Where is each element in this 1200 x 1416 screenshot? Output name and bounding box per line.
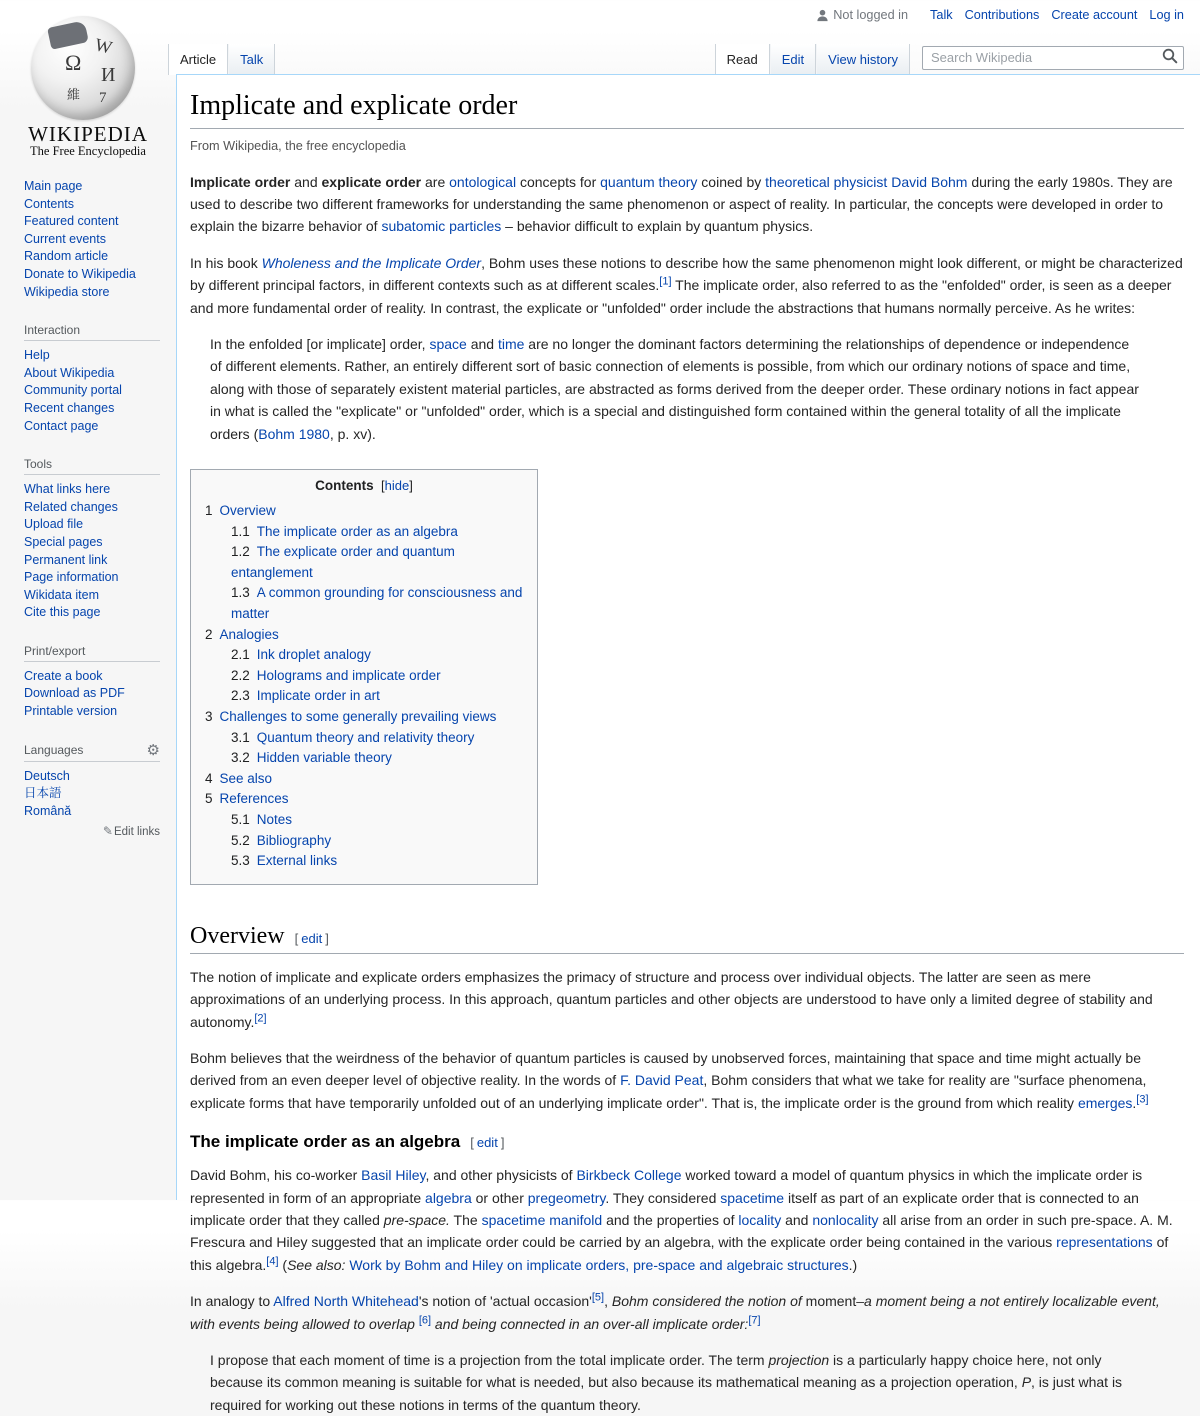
login-status-text: Not logged in: [833, 8, 908, 22]
logo-tagline: The Free Encyclopedia: [0, 144, 176, 159]
toc-list: [205, 501, 523, 872]
login-status: [816, 8, 908, 22]
intro-paragraph-2: In his book Wholeness and the Implicate Order, Bohm uses these notions to describe how the same phenomenon might look different, or might be characterized by different principal factors, in different contexts such as at different scales.[1] The implicate order, also referred to as the "enfolded" order, is seen as a deeper and more fundamental order of reality. In contrast, the explicate or "unfolded" order include the abstractions that humans normally perceive. As he writes:: [190, 252, 1184, 319]
logo-wordmark: WIKIPEDIA: [0, 122, 176, 147]
search-icon[interactable]: [1160, 48, 1180, 68]
toc-item-the-explicate-order-and-quantum-entanglement: [205, 542, 523, 583]
toc-item-see-also: [205, 769, 523, 790]
toc-item-external-links: [205, 851, 523, 872]
sidebar-section-title: Print/export: [24, 644, 85, 658]
toc-item-holograms-and-implicate-order: [205, 666, 523, 687]
toc-link-a-common-grounding-for-consciousness-and-matter[interactable]: 1.3 A common grounding for consciousness and matter: [231, 585, 522, 621]
tab-talk[interactable]: Talk: [228, 44, 275, 75]
section-heading-implicate-order-as-algebra: The implicate order as an algebra [ edit ]: [190, 1132, 1184, 1152]
reference-link[interactable]: [3]: [1136, 1093, 1148, 1105]
sidebar-item-wikipedia-store[interactable]: Wikipedia store: [24, 285, 109, 299]
sidebar-item-random-article[interactable]: Random article: [24, 249, 108, 263]
toc-item-overview: [205, 501, 523, 522]
toc-item-references: [205, 789, 523, 810]
personal-link-talk[interactable]: Talk: [930, 8, 953, 22]
reference-link[interactable]: [6]: [419, 1314, 431, 1326]
toc-item-the-implicate-order-as-an-algebra: [205, 522, 523, 543]
sidebar-section-interaction: [0, 315, 176, 441]
sidebar: [0, 0, 176, 852]
wiki-link-emerges[interactable]: emerges: [1078, 1095, 1132, 1111]
personal-link-create-account[interactable]: Create account: [1051, 8, 1137, 22]
sidebar-item-featured-content[interactable]: Featured content: [24, 214, 119, 228]
toc-item-implicate-order-in-art: [205, 686, 523, 707]
toc-link-bibliography[interactable]: 5.2 Bibliography: [231, 833, 331, 848]
wiki-link-algebra[interactable]: algebra: [425, 1190, 472, 1206]
sidebar-item-about-wikipedia[interactable]: About Wikipedia: [24, 366, 114, 380]
toc-link-quantum-theory-and-relativity-theory[interactable]: 3.1 Quantum theory and relativity theory: [231, 730, 474, 745]
toc-item-challenges-to-some-generally-prevailing-views: [205, 707, 523, 728]
sidebar-item-main-page[interactable]: Main page: [24, 179, 82, 193]
toc-link-notes[interactable]: 5.1 Notes: [231, 812, 292, 827]
header-tabs: [168, 44, 1200, 75]
toc-link-hidden-variable-theory[interactable]: 3.2 Hidden variable theory: [231, 750, 392, 765]
search-input[interactable]: [922, 46, 1184, 70]
sidebar-item-printable-version[interactable]: Printable version: [24, 704, 117, 718]
section-heading-overview: Overview [ edit ]: [190, 923, 1184, 954]
sidebar-section-title: Interaction: [24, 323, 80, 337]
sidebar-item-recent-changes[interactable]: Recent changes: [24, 401, 114, 415]
wiki-link-pregeometry[interactable]: pregeometry: [528, 1190, 606, 1206]
wiki-link-time[interactable]: time: [498, 336, 524, 352]
sidebar-section-tools: [0, 449, 176, 628]
wiki-link-spacetime-manifold[interactable]: spacetime manifold: [482, 1212, 603, 1228]
page-title: Implicate and explicate order: [190, 89, 1184, 129]
tabs-right: [715, 44, 910, 75]
wikipedia-logo[interactable]: [0, 0, 176, 160]
sidebar-item-permanent-link[interactable]: Permanent link: [24, 553, 107, 567]
toc-item-quantum-theory-and-relativity-theory: [205, 728, 523, 749]
pencil-icon: ✎: [103, 824, 113, 838]
wiki-link-locality[interactable]: locality: [738, 1212, 781, 1228]
sidebar-item-what-links-here[interactable]: What links here: [24, 482, 110, 496]
wiki-link-basil-hiley[interactable]: Basil Hiley: [361, 1167, 425, 1183]
toc-hide-link[interactable]: hide: [385, 478, 410, 493]
toc-item-ink-droplet-analogy: [205, 645, 523, 666]
algebra-paragraph-1: David Bohm, his co-worker Basil Hiley, and other physicists of Birkbeck College worked toward a model of quantum physics in which the implicate order is represented in form of an appropriate algebra or other pregeometry. They considered spacetime itself as part of an explicate order that is connected to an implicate order that they called pre-space. The spacetime manifold and the properties of locality and nonlocality all arise from an order in such pre-space. A. M. Frescura and Hiley suggested that an implicate order could be carried by an algebra, with the explicate order being contained in the various representations of this algebra.[4] (See also: Work by Bohm and Hiley on implicate orders, pre-space and algebraic structures.): [190, 1164, 1184, 1276]
sidebar-item-special-pages[interactable]: Special pages: [24, 535, 103, 549]
wiki-link-birkbeck-college[interactable]: Birkbeck College: [576, 1167, 681, 1183]
toc-link-ink-droplet-analogy[interactable]: 2.1 Ink droplet analogy: [231, 647, 371, 662]
toc-link-implicate-order-in-art[interactable]: 2.3 Implicate order in art: [231, 688, 380, 703]
wiki-link-wholeness-and-the-implicate-order[interactable]: Wholeness and the Implicate Order: [262, 255, 481, 271]
reference-link[interactable]: [2]: [254, 1012, 266, 1024]
wiki-link-quantum-theory[interactable]: quantum theory: [600, 174, 697, 190]
search-box: [922, 46, 1184, 70]
gear-icon[interactable]: ⚙: [147, 743, 160, 758]
sidebar-item-related-changes[interactable]: Related changes: [24, 500, 118, 514]
toc-item-a-common-grounding-for-consciousness-and-matter: [205, 583, 523, 624]
intro-paragraph-1: Implicate order and explicate order are ontological concepts for quantum theory coined by theoretical physicist David Bohm during the early 1980s. They are used to describe two different frameworks for understanding the same phenomenon or aspect of reality. In particular, the concepts were developed in order to explain the bizarre behavior of subatomic particles – behavior difficult to explain by quantum physics.: [190, 171, 1184, 238]
toc-item-notes: [205, 810, 523, 831]
tab-read[interactable]: Read: [715, 44, 770, 75]
edit-section-overview: [ edit ]: [295, 931, 329, 946]
sidebar-item-contents[interactable]: Contents: [24, 197, 74, 211]
edit-section-algebra: [ edit ]: [470, 1135, 504, 1150]
sidebar-item-română[interactable]: Română: [24, 804, 71, 818]
edit-link[interactable]: edit: [477, 1135, 498, 1150]
reference-link[interactable]: [1]: [659, 276, 671, 288]
edit-link[interactable]: edit: [301, 931, 322, 946]
sidebar-item-日本語[interactable]: 日本語: [24, 786, 62, 800]
wiki-link-ontological[interactable]: ontological: [449, 174, 516, 190]
sidebar-portals: [0, 160, 176, 844]
sidebar-section-title: Languages: [24, 743, 83, 757]
toc-link-the-explicate-order-and-quantum-entanglement[interactable]: 1.2 The explicate order and quantum entanglement: [231, 544, 455, 580]
wiki-link-theoretical-physicist[interactable]: theoretical physicist: [765, 174, 887, 190]
tab-article[interactable]: Article: [168, 44, 228, 75]
sidebar-item-help[interactable]: Help: [24, 348, 50, 362]
person-icon: [816, 9, 829, 22]
sidebar-section-title: Tools: [24, 457, 52, 471]
toc-link-analogies[interactable]: 2 Analogies: [205, 627, 279, 642]
toc-title: Contents: [315, 478, 374, 493]
wiki-link-bohm-1980[interactable]: Bohm 1980: [258, 426, 330, 442]
algebra-paragraph-2: In analogy to Alfred North Whitehead's notion of 'actual occasion'[5], Bohm considered the notion of moment–a moment being a not entirely localizable event, with events being allowed to overlap [6] and being connected in an over-all implicate order:[7]: [190, 1290, 1184, 1335]
tab-edit[interactable]: Edit: [770, 44, 816, 75]
sidebar-section-languages: [0, 735, 176, 845]
sidebar-item-upload-file[interactable]: Upload file: [24, 517, 83, 531]
wiki-link-nonlocality[interactable]: nonlocality: [812, 1212, 878, 1228]
reference-link[interactable]: [4]: [266, 1255, 278, 1267]
toc-link-overview[interactable]: 1 Overview: [205, 503, 276, 518]
sidebar-item-download-as-pdf[interactable]: Download as PDF: [24, 686, 125, 700]
sidebar-item-current-events[interactable]: Current events: [24, 232, 106, 246]
sidebar-item-donate-to-wikipedia[interactable]: Donate to Wikipedia: [24, 267, 136, 281]
wiki-link-f-david-peat[interactable]: F. David Peat: [620, 1072, 703, 1088]
wiki-link-spacetime[interactable]: spacetime: [720, 1190, 784, 1206]
wiki-link-david-bohm[interactable]: David Bohm: [891, 174, 967, 190]
toc-link-references[interactable]: 5 References: [205, 791, 289, 806]
reference-link[interactable]: [7]: [748, 1314, 760, 1326]
globe-glyph: 維: [67, 84, 80, 103]
article-content: [176, 75, 1200, 1200]
blockquote-enfolded-order: In the enfolded [or implicate] order, space and time are no longer the dominant factors determining the relationships of dependence or independence of different elements. Rather, an entirely different sort of basic connection of elements is possible, from which our ordinary notions of space and time, along with those of separately existent material particles, are abstracted as forms derived from the deeper order. These ordinary notions in fact appear in what is called the "explicate" or "unfolded" order, which is a special and distinguished form contained within the general totality of all the implicate orders (Bohm 1980, p. xv).: [210, 333, 1144, 445]
sidebar-section-print-export: [0, 636, 176, 727]
wiki-link-space[interactable]: space: [429, 336, 466, 352]
toc-hide-toggle: [hide]: [377, 478, 412, 493]
toc-link-holograms-and-implicate-order[interactable]: 2.2 Holograms and implicate order: [231, 668, 441, 683]
wiki-link-alfred-north-whitehead[interactable]: Alfred North Whitehead: [273, 1293, 419, 1309]
personal-link-log-in[interactable]: Log in: [1149, 8, 1184, 22]
edit-links-link[interactable]: Edit links: [114, 826, 160, 838]
site-subtitle: From Wikipedia, the free encyclopedia: [190, 139, 1184, 153]
toc-link-challenges-to-some-generally-prevailing-views[interactable]: 3 Challenges to some generally prevailing views: [205, 709, 496, 724]
globe-glyph: Ω: [65, 50, 81, 76]
wiki-link-work-by-bohm-and-hiley-on-implicate-orders-pre-space-and-algebraic-structures[interactable]: Work by Bohm and Hiley on implicate orders, pre-space and algebraic structures: [349, 1257, 848, 1273]
sidebar-item-contact-page[interactable]: Contact page: [24, 419, 98, 433]
overview-paragraph-1: The notion of implicate and explicate orders emphasizes the primacy of structure and process over individual objects. The latter are seen as mere approximations of an underlying process. In this approach, quantum particles and other objects are understood to have only a limited degree of stability and autonomy.[2]: [190, 966, 1184, 1033]
toc-link-external-links[interactable]: 5.3 External links: [231, 853, 337, 868]
sidebar-item-create-a-book[interactable]: Create a book: [24, 669, 103, 683]
sidebar-item-page-information[interactable]: Page information: [24, 570, 119, 584]
globe-glyph: W: [93, 34, 115, 58]
personal-link-contributions[interactable]: Contributions: [965, 8, 1040, 22]
toc-item-bibliography: [205, 831, 523, 852]
sidebar-item-cite-this-page[interactable]: Cite this page: [24, 605, 100, 619]
blockquote-moment-projection: I propose that each moment of time is a projection from the total implicate order. The term projection is a particularly happy choice here, not only because its common meaning is suitable for what is needed, but also because its mathematical meaning as a projection operation, P, is just what is required for working out these notions in terms of the quantum theory.: [210, 1349, 1144, 1416]
globe-glyph: 7: [99, 90, 107, 107]
wiki-link-subatomic-particles[interactable]: subatomic particles: [381, 218, 501, 234]
overview-paragraph-2: Bohm believes that the weirdness of the behavior of quantum particles is caused by unobserved forces, maintaining that space and time might actually be derived from an even deeper level of objective reality. In the words of F. David Peat, Bohm considers that what we take for reality are "surface phenomena, explicate forms that have temporarily unfolded out of an underlying implicate order". That is, the implicate order is the ground from which reality emerges.[3]: [190, 1047, 1184, 1114]
table-of-contents: [190, 469, 538, 885]
tabs-left: [168, 44, 275, 75]
toc-item-analogies: [205, 625, 523, 646]
globe-glyph: И: [101, 64, 115, 87]
toc-link-the-implicate-order-as-an-algebra[interactable]: 1.1 The implicate order as an algebra: [231, 524, 458, 539]
tab-view-history[interactable]: View history: [816, 44, 910, 75]
sidebar-item-deutsch[interactable]: Deutsch: [24, 769, 70, 783]
toc-item-hidden-variable-theory: [205, 748, 523, 769]
personal-bar: [816, 8, 1184, 22]
toc-link-see-also[interactable]: 4 See also: [205, 771, 272, 786]
sidebar-item-community-portal[interactable]: Community portal: [24, 383, 122, 397]
sidebar-item-wikidata-item[interactable]: Wikidata item: [24, 588, 99, 602]
wiki-link-representations[interactable]: representations: [1056, 1234, 1153, 1250]
wikipedia-globe-icon: [31, 16, 135, 120]
personal-links: [918, 8, 1184, 22]
sidebar-section-navigation: [0, 174, 176, 307]
reference-link[interactable]: [5]: [592, 1292, 604, 1304]
